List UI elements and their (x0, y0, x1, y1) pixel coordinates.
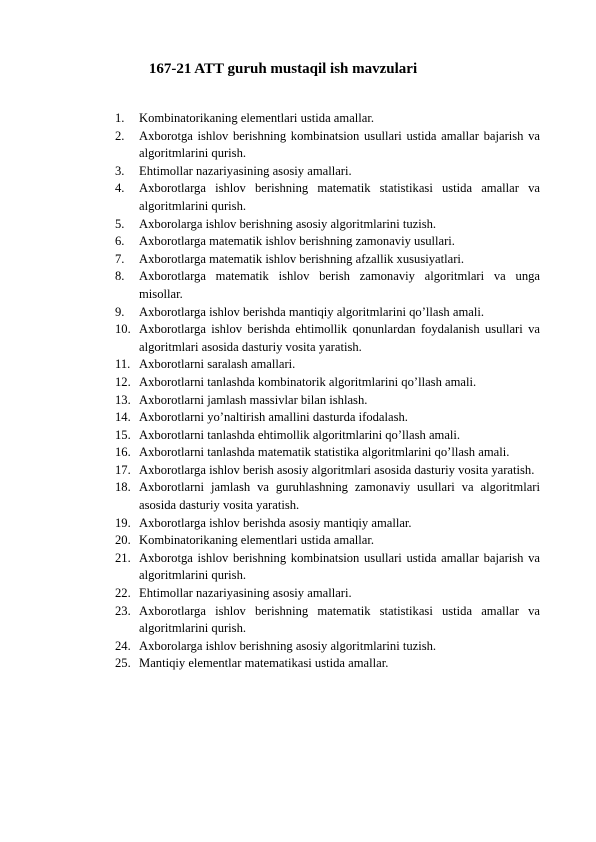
list-item-number: 25. (115, 656, 131, 671)
list-item (115, 304, 540, 322)
list-item-number: 17. (115, 462, 131, 477)
list-item (115, 515, 540, 533)
list-item (115, 321, 540, 356)
list-item (115, 251, 540, 269)
list-item (115, 268, 540, 303)
list-item-number: 22. (115, 586, 131, 601)
list-item-text: Axborotlarni saralash amallari. (139, 357, 296, 372)
list-item-text: Axborotlarga ishlov berishda mantiqiy algoritmlarini qo’llash amali. (139, 304, 484, 319)
list-item-text: Axborotlarni jamlash va guruhlashning zamonaviy usullari va algoritmlari asosida dasturiy vosita yaratish. (139, 480, 540, 513)
list-item (115, 356, 540, 374)
list-item-text: Axborotlarga ishlov berishda ehtimollik qonunlardan foydalanish usullari va algoritmlari asosida dasturiy vosita yaratish. (139, 322, 540, 354)
list-item (115, 603, 540, 638)
list-item-number: 9. (115, 304, 125, 319)
list-item-number: 18. (115, 480, 131, 495)
list-item (115, 462, 540, 480)
list-item-text: Axborotlarga ishlov berishning matematik statistikasi ustida amallar va algoritmlarini qurish. (139, 181, 540, 213)
list-item (115, 128, 540, 163)
list-item (115, 374, 540, 392)
list-item (115, 233, 540, 251)
list-item-text: Axborotlarga matematik ishlov berish zamonaviy algoritmlari va unga misollar. (139, 269, 540, 301)
list-item-number: 19. (115, 515, 131, 530)
list-item-number: 8. (115, 269, 125, 284)
list-item-text: Ehtimollar nazariyasining asosiy amallari. (139, 586, 352, 601)
list-item-number: 20. (115, 533, 131, 548)
list-item (115, 427, 540, 445)
list-item-number: 12. (115, 374, 131, 389)
list-item-text: Axborotlarga ishlov berishda asosiy mantiqiy amallar. (139, 515, 412, 530)
list-item-number: 14. (115, 410, 131, 425)
list-item (115, 585, 540, 603)
list-item-number: 10. (115, 322, 131, 337)
list-item-number: 15. (115, 427, 131, 442)
list-item-number: 13. (115, 392, 131, 407)
list-item-text: Mantiqiy elementlar matematikasi ustida amallar. (139, 656, 389, 671)
list-item (115, 638, 540, 656)
list-item (115, 163, 540, 181)
list-item-number: 2. (115, 128, 125, 143)
list-item (115, 532, 540, 550)
list-item (115, 110, 540, 128)
list-item-text: Kombinatorikaning elementlari ustida amallar. (139, 111, 375, 125)
list-item-number: 3. (115, 163, 125, 178)
list-item-text: Axborotlarni jamlash massivlar bilan ishlash. (139, 392, 368, 407)
list-item-text: Kombinatorikaning elementlari ustida amallar. (139, 533, 375, 548)
list-item-text: Axborotlarga matematik ishlov berishning afzallik xususiyatlari. (139, 251, 465, 266)
list-item (115, 216, 540, 234)
list-item-number: 7. (115, 251, 125, 266)
list-item-text: Axborotlarni tanlashda ehtimollik algoritmlarini qo’llash amali. (139, 427, 461, 442)
list-item-text: Axborolarga ishlov berishning asosiy algoritmlarini tuzish. (139, 216, 437, 231)
list-item (115, 655, 540, 673)
list-item (115, 409, 540, 427)
list-item-text: Ehtimollar nazariyasining asosiy amallari. (139, 163, 352, 178)
list-item-number: 1. (115, 111, 125, 125)
list-item-number: 5. (115, 216, 125, 231)
list-item-text: Axborotga ishlov berishning kombinatsion usullari ustida amallar bajarish va algoritmlarini qurish. (139, 128, 540, 161)
list-item (115, 479, 540, 514)
list-item-text: Axborotlarga matematik ishlov berishning zamonaviy usullari. (139, 234, 455, 249)
list-item-number: 21. (115, 550, 131, 565)
list-item (115, 180, 540, 215)
list-item-text: Axborotlarga ishlov berish asosiy algoritmlari asosida dasturiy vosita yaratish. (139, 462, 535, 477)
list-item-number: 23. (115, 603, 131, 618)
list-item-text: Axborotlarni tanlashda kombinatorik algoritmlarini qo’llash amali. (139, 374, 477, 389)
list-item-number: 11. (115, 357, 131, 372)
list-item-text: Axborotlarga ishlov berishning matematik statistikasi ustida amallar va algoritmlarini qurish. (139, 603, 540, 636)
topic-list (115, 110, 540, 673)
list-item (115, 444, 540, 462)
list-item-text: Axborotga ishlov berishning kombinatsion usullari ustida amallar bajarish va algoritmlarini qurish. (139, 550, 540, 583)
list-item-number: 6. (115, 234, 125, 249)
list-item-text: Axborolarga ishlov berishning asosiy algoritmlarini tuzish. (139, 638, 437, 653)
list-item-text: Axborotlarni yo’naltirish amallini dasturda ifodalash. (139, 410, 408, 425)
list-item-text: Axborotlarni tanlashda matematik statistika algoritmlarini qo’llash amali. (139, 445, 510, 460)
page-title: 167-21 ATT guruh mustaqil ish mavzulari (148, 61, 418, 77)
list-item (115, 392, 540, 410)
list-item-number: 4. (115, 181, 125, 196)
list-item (115, 550, 540, 585)
list-item-number: 16. (115, 445, 131, 460)
list-item-number: 24. (115, 638, 131, 653)
